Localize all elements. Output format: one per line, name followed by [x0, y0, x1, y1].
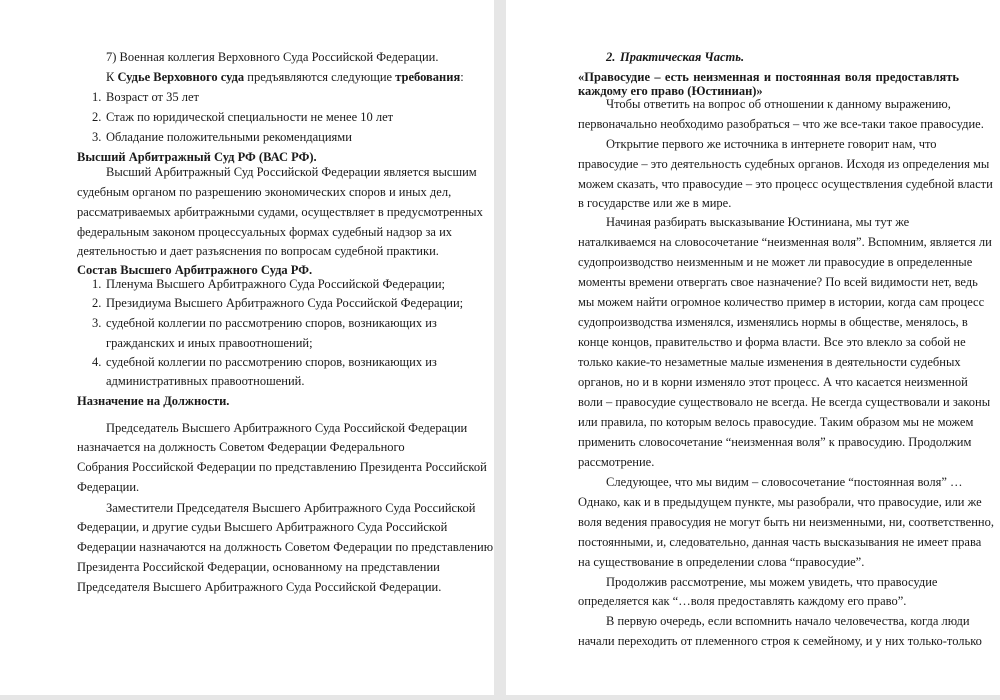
document-page-left	[0, 0, 494, 695]
paragraph-line: судопроизводство неизменным и не может ли правосудие в определенные	[578, 255, 973, 269]
section-heading: Назначение на Должности.	[77, 394, 230, 408]
paragraph-line: назначается на должность Советом Федерации Федерального	[77, 440, 405, 454]
paragraph-line: воля ведения правосудия не могут быть ни неизменными, ни, соответственно,	[578, 515, 994, 529]
list-item-line: административных правоотношений.	[106, 374, 305, 388]
epigraph-quote-line: «Правосудие – есть неизменная и постоянная воля предоставлять	[578, 70, 959, 84]
bold-text: требования	[395, 70, 461, 84]
list-item-line: Обладание положительными рекомендациями	[106, 130, 352, 144]
list-number: 1.	[92, 277, 102, 291]
list-number: 2.	[92, 110, 102, 124]
paragraph-line: органов, но и в корни изменяло этот процесс. А что касается неизменной	[578, 375, 968, 389]
epigraph-quote-line: каждому его право (Юстиниан)»	[578, 84, 763, 98]
paragraph-line: начали переходить от племенного строя к семейному, и у них только-только	[578, 634, 982, 648]
list-number: 4.	[92, 355, 102, 369]
bold-text: Судье Верховного суда	[117, 70, 245, 84]
section-heading: Состав Высшего Арбитражного Суда РФ.	[77, 263, 313, 277]
list-number: 2.	[92, 296, 102, 310]
paragraph-line: Открытие первого же источника в интернете говорит нам, что	[606, 137, 937, 151]
paragraph-line: рассматриваемых арбитражными судами, осуществляет в предусмотренных	[77, 205, 483, 219]
paragraph-line: Продолжив рассмотрение, мы можем увидеть, что правосудие	[606, 575, 938, 589]
list-item-line: Стаж по юридической специальности не менее 10 лет	[106, 110, 394, 124]
paragraph-line: Федерации назначаются на должность Советом Федерации по представлению	[77, 540, 494, 554]
paragraph-line: Федерации.	[77, 480, 140, 494]
section-title: Практическая Часть.	[620, 50, 745, 64]
paragraph-line: 7) Военная коллегия Верховного Суда Российской Федерации.	[106, 50, 439, 64]
paragraph-line: судебным органом по разрешению экономических споров и иных дел,	[77, 185, 452, 199]
list-item-line: гражданских и иных правоотношений;	[106, 336, 313, 350]
paragraph-line: рассмотрение.	[578, 455, 655, 469]
list-item-line: Пленума Высшего Арбитражного Суда Российской Федерации;	[106, 277, 445, 291]
paragraph-line: В первую очередь, если вспомнить начало человечества, когда люди	[606, 614, 970, 628]
list-item-line: Возраст от 35 лет	[106, 90, 200, 104]
paragraph-line: мы можем найти огромное количество пример в истории, когда сам процесс	[578, 295, 985, 309]
document-page-right	[506, 0, 1000, 695]
text-run: предъявляются следующие	[244, 70, 396, 84]
text-run: :	[460, 70, 464, 84]
paragraph-line: постоянными, и, следовательно, данная часть высказывания не имеет права	[578, 535, 982, 549]
paragraph-line: в государстве или же в мире.	[578, 196, 732, 210]
paragraph-line: Чтобы ответить на вопрос об отношении к данному выражению,	[606, 97, 951, 111]
list-number: 1.	[92, 90, 102, 104]
paragraph-line: Начиная разбирать высказывание Юстиниана, мы тут же	[606, 215, 910, 229]
paragraph-line: конце концов, правительство и форма власти. Все это влекло за собой не	[578, 335, 966, 349]
paragraph-line: Председатель Высшего Арбитражного Суда Российской Федерации	[106, 421, 468, 435]
section-number: 2.	[606, 50, 616, 64]
list-item-line: Президиума Высшего Арбитражного Суда Российской Федерации;	[106, 296, 464, 310]
list-number: 3.	[92, 130, 102, 144]
paragraph-line: Следующее, что мы видим – словосочетание “постоянная воля” …	[606, 475, 963, 489]
paragraph-line: Собрания Российской Федерации по представлению Президента Российской	[77, 460, 487, 474]
paragraph-line: определяется как “…воля предоставлять каждому его право”.	[578, 594, 907, 608]
paragraph-line: первоначально необходимо разобраться – что же все-таки такое правосудие.	[578, 117, 984, 131]
paragraph-line: моменты времени отвергать свое назначение? По всей видимости нет, ведь	[578, 275, 978, 289]
paragraph-line: федеральным законом процессуальных формах судебный надзор за их	[77, 225, 453, 239]
paragraph-line: Заместители Председателя Высшего Арбитражного Суда Российской	[106, 501, 476, 515]
paragraph-line: правосудие – это деятельность судебных органов. Исходя из определения мы	[578, 157, 990, 171]
paragraph-line: на существование в определении слова “правосудие”.	[578, 555, 865, 569]
paragraph-line: воли – правосудие существовало не всегда. Не всегда существовали и законы	[578, 395, 991, 409]
paragraph-line: судопроизводства изменялся, изменялись нормы в обществе, менялось, в	[578, 315, 968, 329]
list-item-line: судебной коллегии по рассмотрению споров, возникающих из	[106, 316, 437, 330]
paragraph-line: Высший Арбитражный Суд Российской Федерации является высшим	[106, 165, 477, 179]
paragraph-line: применить словосочетание “неизменная воля” к правосудию. Продолжим	[578, 435, 972, 449]
paragraph-line: наталкиваемся на словосочетание “неизменная воля”. Вспомним, является ли	[578, 235, 992, 249]
text-run: К	[106, 70, 118, 84]
paragraph-line: можем сказать, что правосудие – это процесс осуществления судебной власти	[578, 177, 993, 191]
paragraph-line: или правила, по которым велось правосудие. Таким образом мы не можем	[578, 415, 974, 429]
paragraph-line: деятельностью и дает разъяснения по вопросам судебной практики.	[77, 244, 439, 258]
paragraph-line: только какие-то незаметные малые изменения в деятельности судебных	[578, 355, 961, 369]
paragraph-line: Председателя Высшего Арбитражного Суда Российской Федерации.	[77, 580, 442, 594]
paragraph-line: Федерации, и другие судьи Высшего Арбитражного Суда Российской	[77, 520, 448, 534]
paragraph-line	[106, 69, 464, 85]
paragraph-line: Президента Российской Федерации, основанному на представлении	[77, 560, 440, 574]
list-item-line: судебной коллегии по рассмотрению споров, возникающих из	[106, 355, 437, 369]
section-heading: Высший Арбитражный Суд РФ (ВАС РФ).	[77, 150, 317, 164]
list-number: 3.	[92, 316, 102, 330]
paragraph-line: Однако, как и в предыдущем пункте, мы разобрали, что правосудие, или же	[578, 495, 982, 509]
